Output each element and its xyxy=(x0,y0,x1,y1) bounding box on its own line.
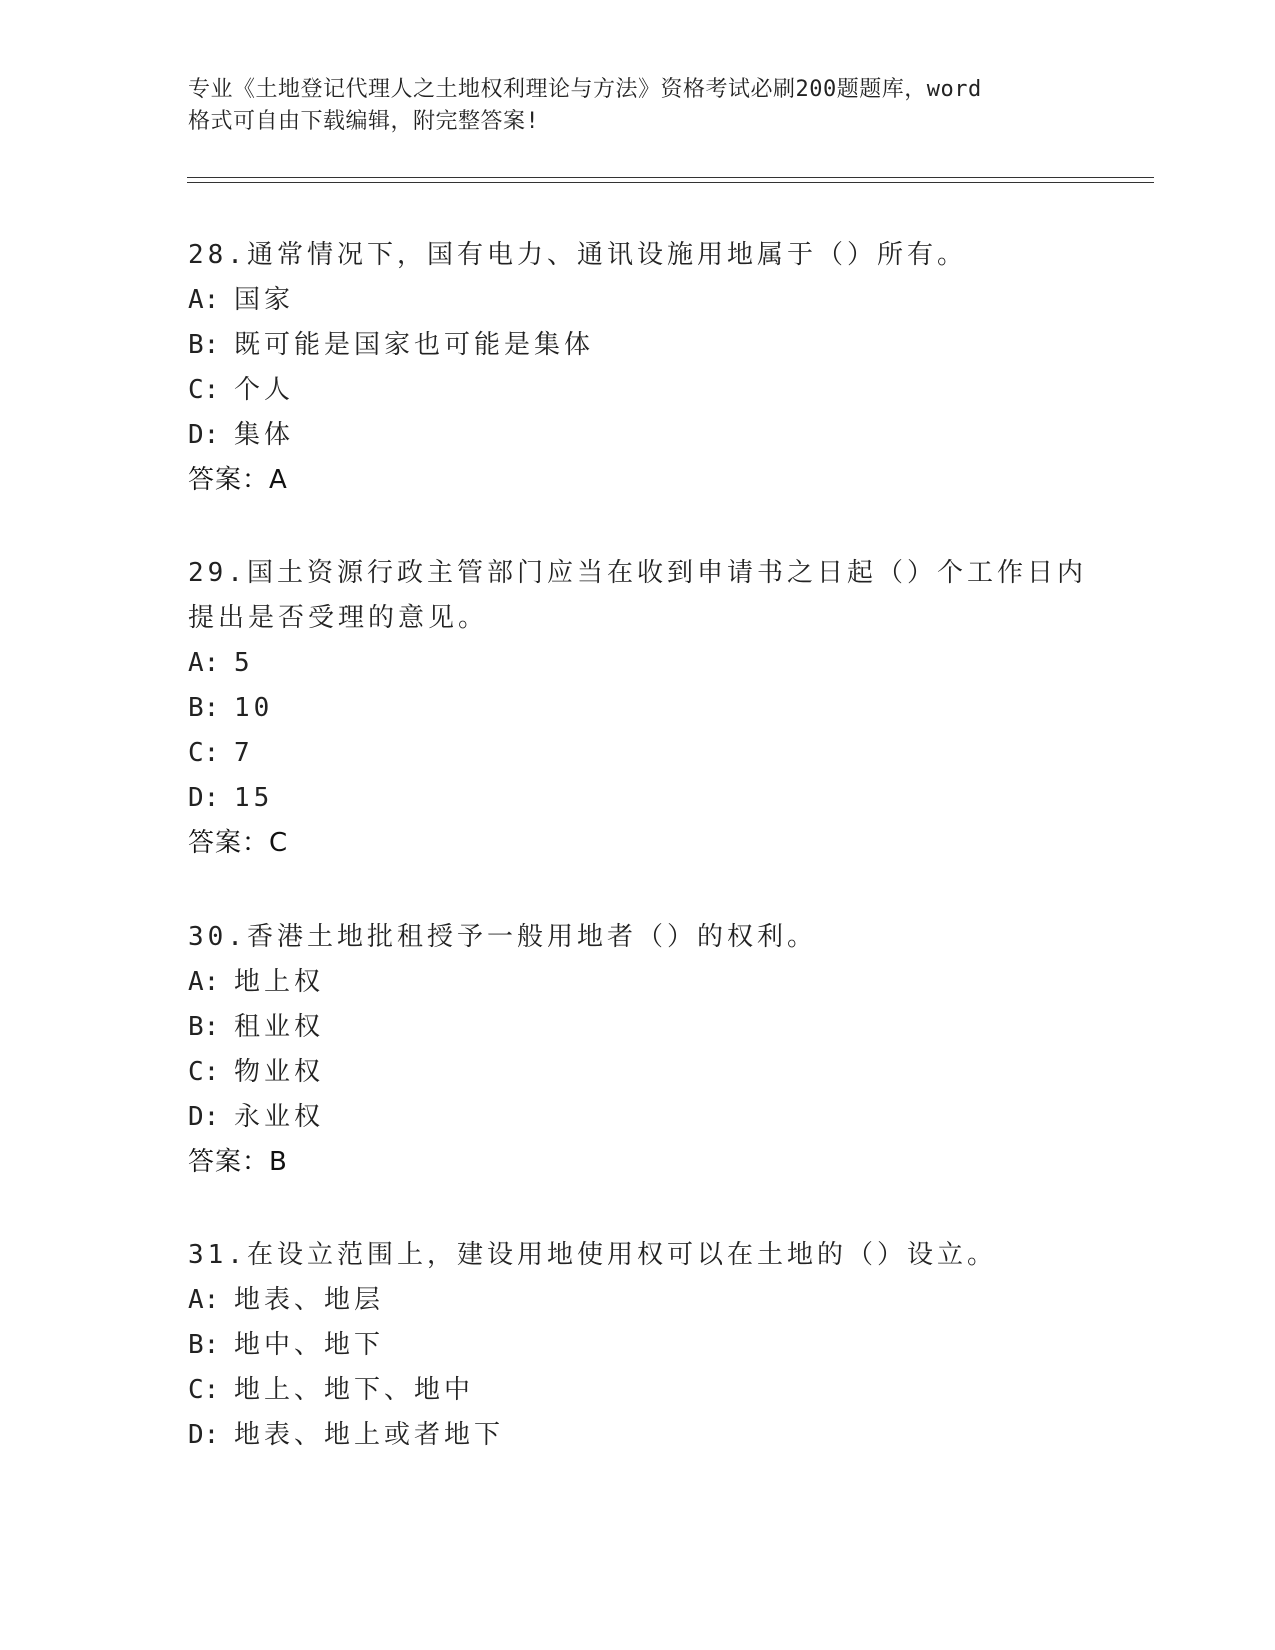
option-key: A: xyxy=(188,967,220,997)
option-key: D: xyxy=(188,420,220,450)
header-line-1: 专业《土地登记代理人之土地权利理论与方法》资格考试必刷200题题库，word xyxy=(188,77,982,102)
option-text: 地上、地下、地中 xyxy=(234,1375,475,1405)
option-a xyxy=(188,960,1088,1005)
option-key: B: xyxy=(188,693,220,723)
option-c xyxy=(188,1050,1088,1095)
question-30 xyxy=(188,915,1088,1185)
question-31 xyxy=(188,1233,1088,1458)
option-b xyxy=(188,1005,1088,1050)
option-key: B: xyxy=(188,1012,220,1042)
option-text: 地中、地下 xyxy=(234,1330,385,1360)
question-29 xyxy=(188,551,1088,866)
option-d xyxy=(188,776,1088,821)
option-text: 地表、地上或者地下 xyxy=(234,1420,505,1450)
header-divider-top xyxy=(187,177,1154,178)
option-key: A: xyxy=(188,285,220,315)
option-text: 地上权 xyxy=(234,967,325,997)
option-b xyxy=(188,686,1088,731)
option-text: 5 xyxy=(234,648,254,678)
option-d xyxy=(188,413,1088,458)
header-line-2: 格式可自由下载编辑，附完整答案! xyxy=(188,109,540,134)
option-text: 既可能是国家也可能是集体 xyxy=(234,330,595,360)
option-text: 物业权 xyxy=(234,1057,325,1087)
answer-line: 答案：A xyxy=(188,465,288,495)
question-28 xyxy=(188,233,1088,503)
option-key: C: xyxy=(188,1057,220,1087)
option-text: 个人 xyxy=(234,375,295,405)
option-c xyxy=(188,1368,1088,1413)
option-text: 7 xyxy=(234,738,254,768)
option-text: 永业权 xyxy=(234,1102,325,1132)
option-key: C: xyxy=(188,738,220,768)
option-b xyxy=(188,323,1088,368)
question-stem: 31.在设立范围上，建设用地使用权可以在土地的（）设立。 xyxy=(188,1240,997,1270)
option-key: D: xyxy=(188,783,220,813)
option-text: 集体 xyxy=(234,420,295,450)
question-stem: 30.香港土地批租授予一般用地者（）的权利。 xyxy=(188,922,817,952)
option-key: B: xyxy=(188,1330,220,1360)
question-stem: 29.国土资源行政主管部门应当在收到申请书之日起（）个工作日内提出是否受理的意见。 xyxy=(188,558,1087,633)
option-key: A: xyxy=(188,648,220,678)
header-divider-bottom xyxy=(187,182,1154,183)
option-a xyxy=(188,641,1088,686)
option-d xyxy=(188,1413,1088,1458)
document-header xyxy=(188,74,1088,138)
option-key: A: xyxy=(188,1285,220,1315)
option-key: C: xyxy=(188,1375,220,1405)
option-text: 地表、地层 xyxy=(234,1285,385,1315)
option-d xyxy=(188,1095,1088,1140)
option-c xyxy=(188,368,1088,413)
option-key: B: xyxy=(188,330,220,360)
option-a xyxy=(188,1278,1088,1323)
option-text: 国家 xyxy=(234,285,295,315)
answer-line: 答案：B xyxy=(188,1147,288,1177)
option-text: 15 xyxy=(234,783,274,813)
option-b xyxy=(188,1323,1088,1368)
option-a xyxy=(188,278,1088,323)
option-text: 10 xyxy=(234,693,274,723)
question-stem: 28.通常情况下，国有电力、通讯设施用地属于（）所有。 xyxy=(188,240,967,270)
option-text: 租业权 xyxy=(234,1012,325,1042)
option-key: D: xyxy=(188,1420,220,1450)
option-key: D: xyxy=(188,1102,220,1132)
option-c xyxy=(188,731,1088,776)
answer-line: 答案：C xyxy=(188,828,289,858)
option-key: C: xyxy=(188,375,220,405)
